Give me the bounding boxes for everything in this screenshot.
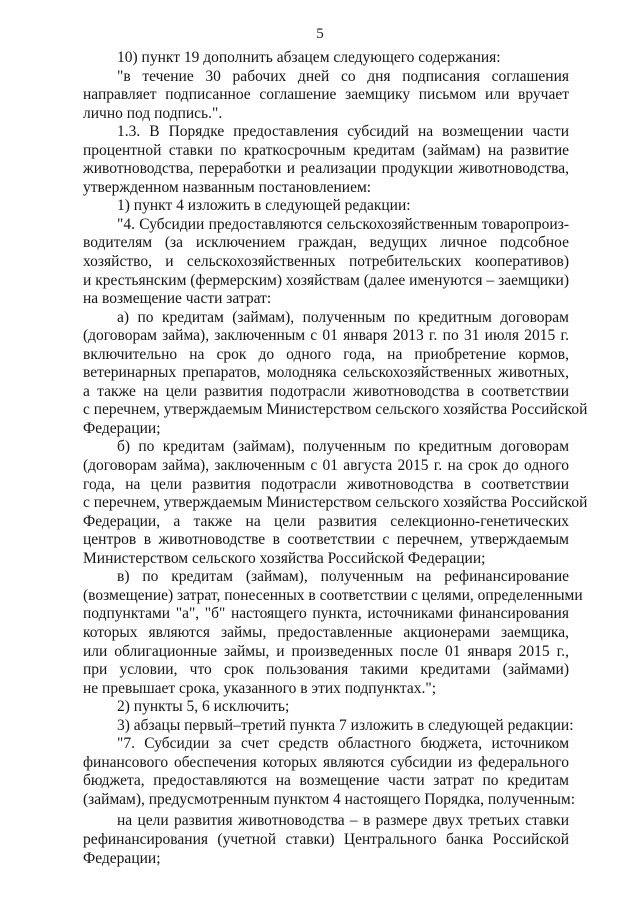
- text-line: в) по кредитам (займам), полученным на рефинансирование: [117, 568, 569, 586]
- text-line: а также на цели развития подотрасли животноводства в соответствии: [83, 382, 569, 400]
- page-number: 5: [316, 26, 324, 42]
- text-line: процентной ставки по краткосрочным кредитам (займам) на развитие: [83, 141, 569, 159]
- text-line: или облигационные займы, и произведенных после 01 января 2015 г.,: [83, 642, 569, 660]
- text-line: Федерации;: [83, 419, 161, 437]
- text-line: финансового обеспечения которых являются субсидии из федерального: [83, 753, 569, 771]
- text-line: центров в животноводстве в соответствии с перечнем, утверждаемым: [83, 531, 569, 549]
- text-line: Министерством сельского хозяйства Российской Федерации;: [83, 549, 486, 567]
- text-line: бюджета, предоставляются на возмещение части затрат по кредитам: [83, 772, 569, 790]
- text-line: 1) пункт 4 изложить в следующей редакции:: [117, 197, 411, 215]
- text-line: водителям (за исключением граждан, ведущих личное подсобное: [83, 234, 569, 252]
- text-line: рефинансирования (учетной ставки) Центрального банка Российской: [83, 830, 569, 848]
- text-line: утвержденном названным постановлением:: [83, 178, 372, 196]
- text-line: подпунктами "а", "б" настоящего пункта, источниками финансирования: [83, 605, 569, 623]
- text-line: (возмещение) затрат, понесенных в соответствии с целями, определенными: [83, 586, 583, 604]
- text-line: (договорам займа), заключенным с 01 августа 2015 г. на срок до одного: [83, 457, 569, 475]
- text-line: 3) абзацы первый–третий пункта 7 изложить в следующей редакции:: [117, 716, 574, 734]
- text-line: а) по кредитам (займам), полученным по кредитным договорам: [117, 308, 569, 326]
- text-line: "в течение 30 рабочих дней со дня подписания соглашения: [117, 67, 569, 85]
- text-line: направляет подписанное соглашение заемщику письмом или вручает: [83, 86, 569, 104]
- text-line: с перечнем, утверждаемым Министерством сельского хозяйства Российской: [83, 494, 588, 512]
- text-line: на цели развития животноводства – в размере двух третьих ставки: [117, 812, 569, 830]
- text-line: при условии, что срок пользования такими кредитами (займами): [83, 661, 569, 679]
- text-line: ветеринарных препаратов, молодняка сельскохозяйственных животных,: [83, 364, 569, 382]
- text-line: (займам), предусмотренным пунктом 4 настоящего Порядка, полученным:: [83, 790, 576, 808]
- text-line: хозяйство, и сельскохозяйственных потребительских кооперативов): [83, 253, 569, 271]
- text-line: лично под подпись.".: [83, 104, 223, 122]
- text-line: (договорам займа), заключенным с 01 января 2013 г. по 31 июля 2015 г.: [83, 327, 569, 345]
- text-line: животноводства, переработки и реализации продукции животноводства,: [83, 160, 569, 178]
- text-line: включительно на срок до одного года, на приобретение кормов,: [83, 345, 569, 363]
- text-line: года, на цели развития подотрасли животноводства в соответствии: [83, 475, 569, 493]
- text-line: и крестьянским (фермерским) хозяйствам (далее именуются – заемщики): [83, 271, 569, 289]
- text-line: "7. Субсидии за счет средств областного бюджета, источником: [117, 735, 569, 753]
- text-line: не превышает срока, указанного в этих подпунктах.";: [83, 679, 437, 697]
- text-line: на возмещение части затрат:: [83, 290, 272, 308]
- text-line: Федерации, а также на цели развития селекционно-генетических: [83, 512, 569, 530]
- text-line: которых являются займы, предоставленные акционерами заемщика,: [83, 623, 569, 641]
- document-body: [83, 49, 588, 868]
- text-line: 10) пункт 19 дополнить абзацем следующего содержания:: [117, 49, 501, 66]
- text-line: 1.3. В Порядке предоставления субсидий на возмещении части: [117, 123, 569, 141]
- text-line: Федерации;: [83, 849, 161, 867]
- text-line: б) по кредитам (займам), полученным по кредитным договорам: [117, 438, 569, 456]
- text-line: с перечнем, утверждаемым Министерством сельского хозяйства Российской: [83, 401, 588, 419]
- text-line: 2) пункты 5, 6 исключить;: [117, 698, 290, 716]
- text-line: "4. Субсидии предоставляются сельскохозяйственным товаропроиз-: [117, 215, 569, 233]
